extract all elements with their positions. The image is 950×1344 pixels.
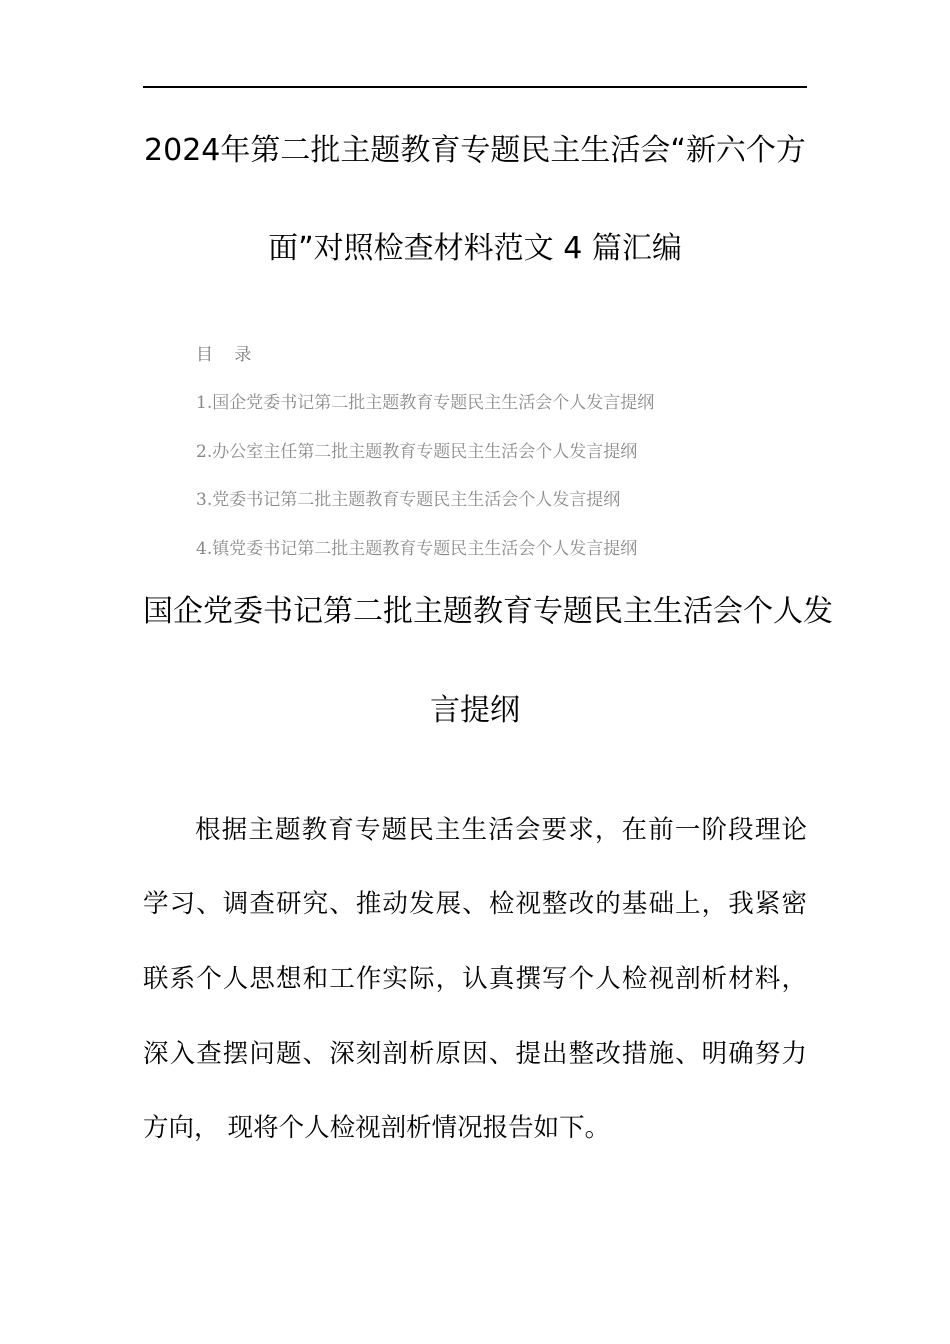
paragraph-line-5: 方向， 现将个人检视剖析情况报告如下。 xyxy=(143,1113,611,1143)
document-title-line-2: 面”对照检查材料范文 4 篇汇编 xyxy=(268,231,682,266)
section-title-line-1: 国企党委书记第二批主题教育专题民主生活会个人发 xyxy=(143,594,833,629)
toc-heading: 目 录 xyxy=(196,345,260,365)
toc-item-3[interactable]: 3.党委书记第二批主题教育专题民主生活会个人发言提纲 xyxy=(196,490,621,510)
paragraph-line-3: 联系个人思想和工作实际，认真撰写个人检视剖析材料， xyxy=(143,964,807,994)
paragraph-line-2: 学习、调查研究、推动发展、检视整改的基础上，我紧密 xyxy=(143,889,807,919)
header-rule xyxy=(143,86,807,88)
paragraph-line-1: 根据主题教育专题民主生活会要求，在前一阶段理论 xyxy=(195,815,807,845)
toc-item-4[interactable]: 4.镇党委书记第二批主题教育专题民主生活会个人发言提纲 xyxy=(196,539,638,559)
toc-item-1[interactable]: 1.国企党委书记第二批主题教育专题民主生活会个人发言提纲 xyxy=(196,393,655,413)
section-title-line-2: 言提纲 xyxy=(430,693,520,728)
document-title-line-1: 2024年第二批主题教育专题民主生活会“新六个方 xyxy=(144,133,806,168)
toc-item-2[interactable]: 2.办公室主任第二批主题教育专题民主生活会个人发言提纲 xyxy=(196,442,638,462)
paragraph-line-4: 深入查摆问题、深刻剖析原因、提出整改措施、明确努力 xyxy=(143,1039,807,1069)
